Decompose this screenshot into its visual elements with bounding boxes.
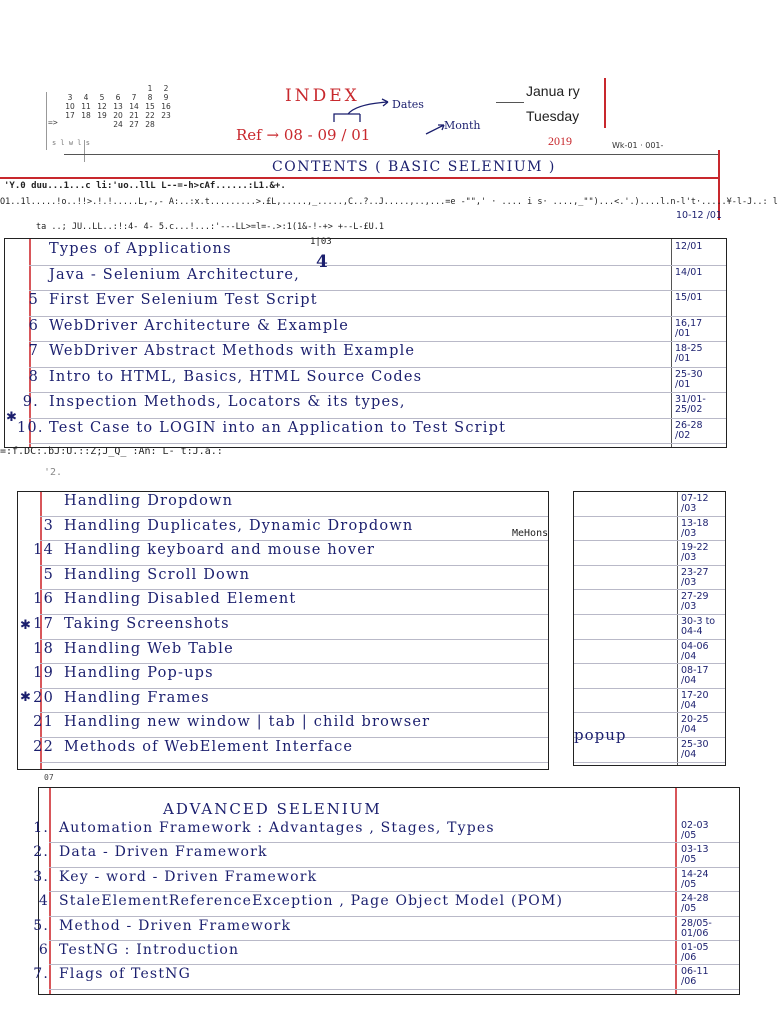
row-rule bbox=[40, 762, 548, 763]
entry-title: Types of Applications bbox=[49, 241, 232, 257]
star-mark-icon-3: ✱ bbox=[20, 690, 31, 705]
entry-date: 14-24 /05 bbox=[681, 868, 709, 890]
ocr-mark-methods: MeHons bbox=[512, 528, 549, 539]
year: 2019 bbox=[548, 134, 572, 148]
star-mark-icon: ✱ bbox=[6, 410, 17, 425]
entry-date: 30-3 to 04-4 bbox=[681, 616, 716, 637]
contents-entry bbox=[17, 267, 300, 283]
contents-entry bbox=[32, 591, 296, 607]
row-rule bbox=[40, 589, 548, 590]
entry-date: 04-06 /04 bbox=[681, 640, 709, 662]
entry-number: 3. bbox=[33, 868, 49, 885]
contents-entry bbox=[32, 690, 210, 706]
row-rule bbox=[40, 614, 548, 615]
row-rule bbox=[29, 265, 726, 266]
week-code: Wk-01 · 001- bbox=[612, 141, 664, 150]
entry-number: 20 bbox=[33, 689, 54, 706]
top-date: 10-12 /01 bbox=[676, 210, 722, 221]
entry-number: 17 bbox=[33, 616, 54, 632]
entry-date: 28/05- 01/06 bbox=[681, 917, 712, 939]
contents-entry bbox=[32, 567, 250, 583]
calendar-row bbox=[62, 111, 174, 120]
calendar-day: 13 bbox=[113, 102, 123, 111]
entry-number: 22 bbox=[33, 739, 54, 755]
month-name: Janua ry bbox=[526, 83, 580, 99]
contents-entry bbox=[27, 942, 239, 958]
date-row-rule bbox=[574, 540, 725, 541]
calendar-day: 17 bbox=[65, 111, 75, 120]
contents-entry bbox=[17, 369, 422, 385]
dates-arrow-icon bbox=[330, 96, 400, 126]
handling-contents-box bbox=[17, 491, 549, 770]
date-row-rule bbox=[574, 516, 725, 517]
entry-number: 16 bbox=[33, 591, 54, 608]
entry-title: Automation Framework : Advantages , Stages, Types bbox=[59, 820, 495, 836]
entry-date: 12/01 bbox=[675, 241, 703, 252]
ocr-artifact-line-3: ta ..; JU..LL..:!:4- 4- 5.c...!...:'---LL>=l=-.>:1(1&-!-+> +--L-£U.1 bbox=[36, 222, 384, 232]
entry-title: Method - Driven Framework bbox=[59, 917, 292, 934]
calendar-day: 1 bbox=[147, 84, 153, 93]
row-rule bbox=[49, 916, 739, 917]
entry-number: 7. bbox=[33, 966, 49, 983]
calendar-row bbox=[62, 120, 174, 129]
calendar-day: 28 bbox=[145, 120, 155, 129]
entry-number: 18 bbox=[33, 640, 54, 657]
row-rule bbox=[49, 842, 739, 843]
calendar-day bbox=[110, 84, 126, 93]
date-row-rule bbox=[574, 565, 725, 566]
handling-date-rule bbox=[677, 492, 678, 765]
calendar-day bbox=[94, 84, 110, 93]
calendar-day bbox=[62, 84, 78, 93]
entry-number: 14 bbox=[33, 542, 54, 559]
calendar-day: 7 bbox=[131, 93, 137, 102]
star-mark-icon-2: ✱ bbox=[20, 618, 31, 633]
entry-title: WebDriver Architecture & Example bbox=[49, 317, 349, 334]
calendar-day bbox=[158, 120, 174, 129]
entry-date: 08-17 /04 bbox=[681, 665, 709, 687]
calendar-day: 21 bbox=[129, 111, 139, 120]
entry-title: Handling Web Table bbox=[64, 640, 234, 657]
entry-number: 5. bbox=[33, 917, 49, 934]
calendar-day: 11 bbox=[81, 102, 91, 111]
entry-title: Flags of TestNG bbox=[59, 966, 191, 983]
entry-number: 19 bbox=[33, 665, 54, 682]
entry-title: Methods of WebElement Interface bbox=[64, 739, 354, 755]
contents-entry bbox=[32, 493, 233, 509]
contents-entry bbox=[17, 420, 506, 436]
handling-date-box bbox=[573, 491, 726, 766]
date-row-rule bbox=[574, 614, 725, 615]
row-rule bbox=[29, 341, 726, 342]
basic-contents-box bbox=[4, 238, 727, 448]
popup-word: popup bbox=[574, 726, 627, 744]
calendar-day: 15 bbox=[145, 102, 155, 111]
calendar-day: 8 bbox=[147, 93, 153, 102]
entry-title: Handling Duplicates, Dynamic Dropdown bbox=[64, 517, 414, 534]
entry-date: 31/01- 25/02 bbox=[675, 394, 706, 415]
entry-title: TestNG : Introduction bbox=[59, 942, 240, 958]
contents-entry bbox=[27, 966, 191, 982]
entry-date: 15/01 bbox=[675, 292, 703, 303]
entry-date: 13-18 /03 bbox=[681, 517, 709, 539]
row-rule bbox=[49, 989, 739, 990]
entry-date: 19-22 /03 bbox=[681, 542, 709, 564]
calendar-row bbox=[62, 84, 174, 93]
calendar-day: 5 bbox=[99, 93, 105, 102]
calendar-day bbox=[78, 120, 94, 129]
calendar-day: 14 bbox=[129, 102, 139, 111]
calendar-day: 4 bbox=[83, 93, 89, 102]
ocr-artifact-line-5: '2. bbox=[44, 467, 63, 478]
contents-entry bbox=[17, 241, 232, 257]
weekday: Tuesday bbox=[526, 108, 580, 124]
contents-entry bbox=[32, 641, 234, 657]
entry-number: 2. bbox=[33, 844, 49, 861]
entry-date: 27-29 /03 bbox=[681, 591, 709, 613]
contents-entry bbox=[32, 616, 230, 632]
dates-label: Dates bbox=[392, 98, 424, 111]
entry-number: 8 bbox=[28, 368, 39, 385]
ocr-mark-4: 4 bbox=[316, 252, 328, 272]
ocr-artifact-line-4: =:f.DC:.bJ:U.::Z;J_Q_ :An: L- t:J.a.: bbox=[0, 446, 223, 457]
entry-title: Key - word - Driven Framework bbox=[59, 868, 318, 885]
entry-title: Handling Scroll Down bbox=[64, 566, 251, 583]
calendar-left-rule bbox=[46, 92, 47, 150]
calendar-day: 12 bbox=[97, 102, 107, 111]
entry-date: 16,17 /01 bbox=[675, 317, 703, 339]
calendar-footer: s l w l s bbox=[52, 139, 90, 147]
ref-line: Ref → 08 - 09 / 01 bbox=[236, 126, 371, 144]
date-row-rule bbox=[574, 762, 725, 763]
row-rule bbox=[40, 688, 548, 689]
entry-date: 24-28 /05 bbox=[681, 893, 709, 915]
contents-entry bbox=[27, 844, 268, 860]
entry-number: 5 bbox=[43, 566, 54, 583]
row-rule bbox=[40, 540, 548, 541]
calendar-arrow: => bbox=[48, 118, 58, 127]
calendar-day: 20 bbox=[113, 111, 123, 120]
entry-number: 5 bbox=[28, 292, 39, 308]
contents-entry bbox=[27, 869, 317, 885]
row-rule bbox=[49, 964, 739, 965]
calendar-row bbox=[62, 102, 174, 111]
row-rule bbox=[29, 443, 726, 444]
contents-entry bbox=[17, 394, 406, 410]
calendar-day: 6 bbox=[115, 93, 121, 102]
contents-entry bbox=[32, 665, 214, 681]
entry-title: Handling Dropdown bbox=[64, 493, 234, 509]
contents-entry bbox=[17, 292, 318, 308]
row-rule bbox=[40, 663, 548, 664]
entry-date: 18-25 /01 bbox=[675, 343, 703, 364]
row-rule bbox=[29, 316, 726, 317]
row-rule bbox=[40, 737, 548, 738]
entry-number: 3 bbox=[43, 517, 54, 534]
calendar-day: 16 bbox=[161, 102, 171, 111]
calendar-day: 24 bbox=[113, 120, 123, 129]
entry-title: Java - Selenium Architecture, bbox=[49, 266, 300, 283]
date-row-rule bbox=[574, 688, 725, 689]
calendar-day: 10 bbox=[65, 102, 75, 111]
advanced-contents-box bbox=[33, 787, 740, 995]
entry-title: StaleElementReferenceException , Page Object Model (POM) bbox=[59, 893, 564, 910]
calendar-day: 9 bbox=[163, 93, 169, 102]
entry-date: 23-27 /03 bbox=[681, 566, 709, 588]
entry-title: Handling Frames bbox=[64, 689, 210, 706]
row-rule bbox=[49, 867, 739, 868]
entry-number: 9. bbox=[22, 394, 39, 410]
contents-entry bbox=[32, 739, 353, 755]
entry-title: First Ever Selenium Test Script bbox=[49, 292, 318, 308]
entry-date: 01-05 /06 bbox=[681, 942, 709, 963]
basic-date-column-rule bbox=[671, 239, 672, 447]
row-rule bbox=[29, 418, 726, 419]
entry-title: Handling Disabled Element bbox=[64, 591, 297, 608]
entry-number: 1. bbox=[33, 820, 49, 836]
entry-date: 14/01 bbox=[675, 266, 703, 278]
contents-title: CONTENTS ( BASIC SELENIUM ) bbox=[272, 159, 556, 175]
calendar-day: 3 bbox=[67, 93, 73, 102]
date-row-rule bbox=[574, 663, 725, 664]
calendar-day bbox=[126, 84, 142, 93]
entry-number: 7 bbox=[28, 343, 39, 359]
entry-date: 25-30 /04 bbox=[681, 739, 709, 760]
row-rule bbox=[49, 940, 739, 941]
contents-entry bbox=[27, 918, 291, 934]
date-row-rule bbox=[574, 712, 725, 713]
month-underline bbox=[496, 102, 524, 103]
entry-date: 07-12 /03 bbox=[681, 493, 709, 514]
entry-date: 26-28 /02 bbox=[675, 419, 703, 441]
entry-title: Handling new window | tab | child browser bbox=[64, 714, 431, 731]
calendar-day: 19 bbox=[97, 111, 107, 120]
row-rule bbox=[40, 712, 548, 713]
calendar-day: 27 bbox=[129, 120, 139, 129]
contents-entry bbox=[27, 820, 495, 836]
row-rule bbox=[29, 367, 726, 368]
date-row-rule bbox=[574, 639, 725, 640]
contents-entry bbox=[17, 343, 415, 359]
calendar-day bbox=[94, 120, 110, 129]
entry-date: 02-03 /05 bbox=[681, 820, 709, 841]
calendar-day: 2 bbox=[163, 84, 169, 93]
header-red-line bbox=[0, 177, 720, 179]
calendar-day: 23 bbox=[161, 111, 171, 120]
calendar-day: 18 bbox=[81, 111, 91, 120]
month-label: Month bbox=[444, 119, 481, 132]
row-rule bbox=[29, 290, 726, 291]
entry-title: Data - Driven Framework bbox=[59, 844, 268, 861]
calendar-row bbox=[62, 93, 174, 102]
entry-title: Test Case to LOGIN into an Application to Test Script bbox=[49, 419, 507, 436]
row-rule bbox=[49, 891, 739, 892]
calendar-day bbox=[78, 84, 94, 93]
ocr-artifact-line-1: 'Y.0 duu...1...c li:'uo..llL L--=-h>cAf......:L1.&+. bbox=[4, 181, 286, 191]
row-rule bbox=[29, 392, 726, 393]
row-rule bbox=[40, 639, 548, 640]
row-rule bbox=[40, 516, 548, 517]
entry-title: WebDriver Abstract Methods with Example bbox=[49, 343, 416, 359]
entry-title: Intro to HTML, Basics, HTML Source Codes bbox=[49, 368, 423, 385]
entry-number: 6 bbox=[28, 317, 39, 334]
entry-title: Inspection Methods, Locators & its types, bbox=[49, 394, 406, 410]
entry-date: 20-25 /04 bbox=[681, 714, 709, 736]
ocr-mark-07: 07 bbox=[44, 773, 54, 782]
date-row-rule bbox=[574, 589, 725, 590]
entry-date: 25-30 /01 bbox=[675, 368, 703, 390]
entry-number: 21 bbox=[33, 714, 54, 731]
index-heading: INDEX bbox=[285, 86, 360, 106]
ocr-artifact-line-2: O1..1l.....!o..!!>.!.!.....L,-,- A:..:x.t.........>.£L,.....,_.....,C..?..J.....,..,...=e -"",' · .... i s· ....,_"")...<.'.)....l.n-l't·.....¥-l-J..: l bbox=[0, 197, 778, 207]
contents-entry bbox=[27, 893, 563, 909]
calendar-day: 22 bbox=[145, 111, 155, 120]
contents-entry bbox=[32, 542, 375, 558]
entry-date: 17-20 /04 bbox=[681, 689, 709, 711]
contents-entry bbox=[32, 714, 430, 730]
ocr-mark-103: 1|03 bbox=[310, 237, 332, 247]
entry-date: 06-11 /06 bbox=[681, 966, 709, 988]
calendar-day bbox=[62, 120, 78, 129]
entry-number: 4 bbox=[38, 893, 49, 910]
entry-title: Handling Pop-ups bbox=[64, 665, 214, 682]
header-red-rule bbox=[604, 78, 606, 128]
contents-entry bbox=[17, 318, 349, 334]
advanced-title: ADVANCED SELENIUM bbox=[163, 800, 382, 818]
contents-entry bbox=[32, 518, 413, 534]
entry-number: 6 bbox=[38, 942, 49, 958]
entry-title: Handling keyboard and mouse hover bbox=[64, 542, 376, 559]
entry-number: 10. bbox=[17, 419, 44, 436]
entry-date: 03-13 /05 bbox=[681, 844, 709, 866]
entry-title: Taking Screenshots bbox=[64, 616, 230, 632]
header-rule-top bbox=[64, 154, 718, 155]
row-rule bbox=[40, 565, 548, 566]
